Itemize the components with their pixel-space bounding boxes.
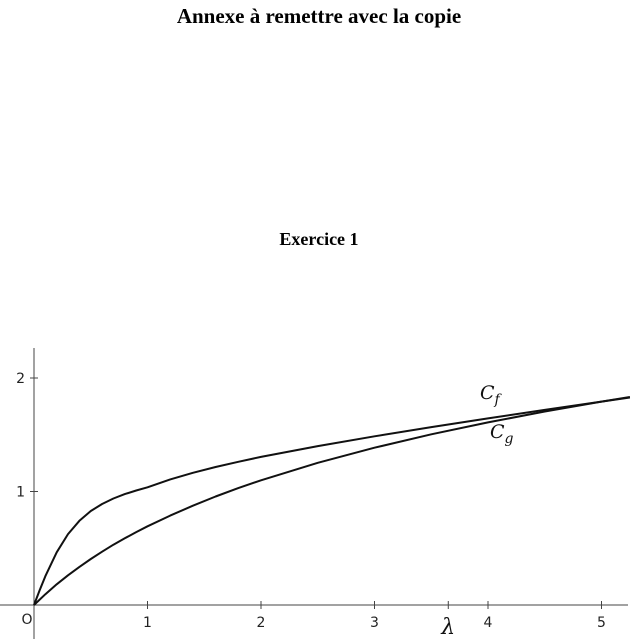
tick-marks xyxy=(30,378,602,609)
x-tick-label: 2 xyxy=(256,615,266,631)
axes xyxy=(0,348,628,639)
curve-f xyxy=(34,398,630,606)
x-tick-label: 1 xyxy=(143,615,152,631)
lambda-label: λ xyxy=(441,615,456,639)
x-tick-label: 4 xyxy=(483,615,493,631)
y-tick-label: 1 xyxy=(16,484,25,501)
x-tick-label: 3 xyxy=(370,615,379,631)
curve-g-label: $C_g$ xyxy=(490,421,514,447)
origin-label: O xyxy=(21,612,33,628)
x-tick-label: 5 xyxy=(597,615,606,631)
exercise-title: Exercice 1 xyxy=(279,229,359,249)
curves xyxy=(34,397,630,605)
labels xyxy=(16,371,606,639)
curve-g xyxy=(34,397,630,605)
curve-f-label: $C_f$ xyxy=(480,382,500,408)
page-title: Annexe à remettre avec la copie xyxy=(176,4,462,28)
y-tick-label: 2 xyxy=(16,371,25,387)
